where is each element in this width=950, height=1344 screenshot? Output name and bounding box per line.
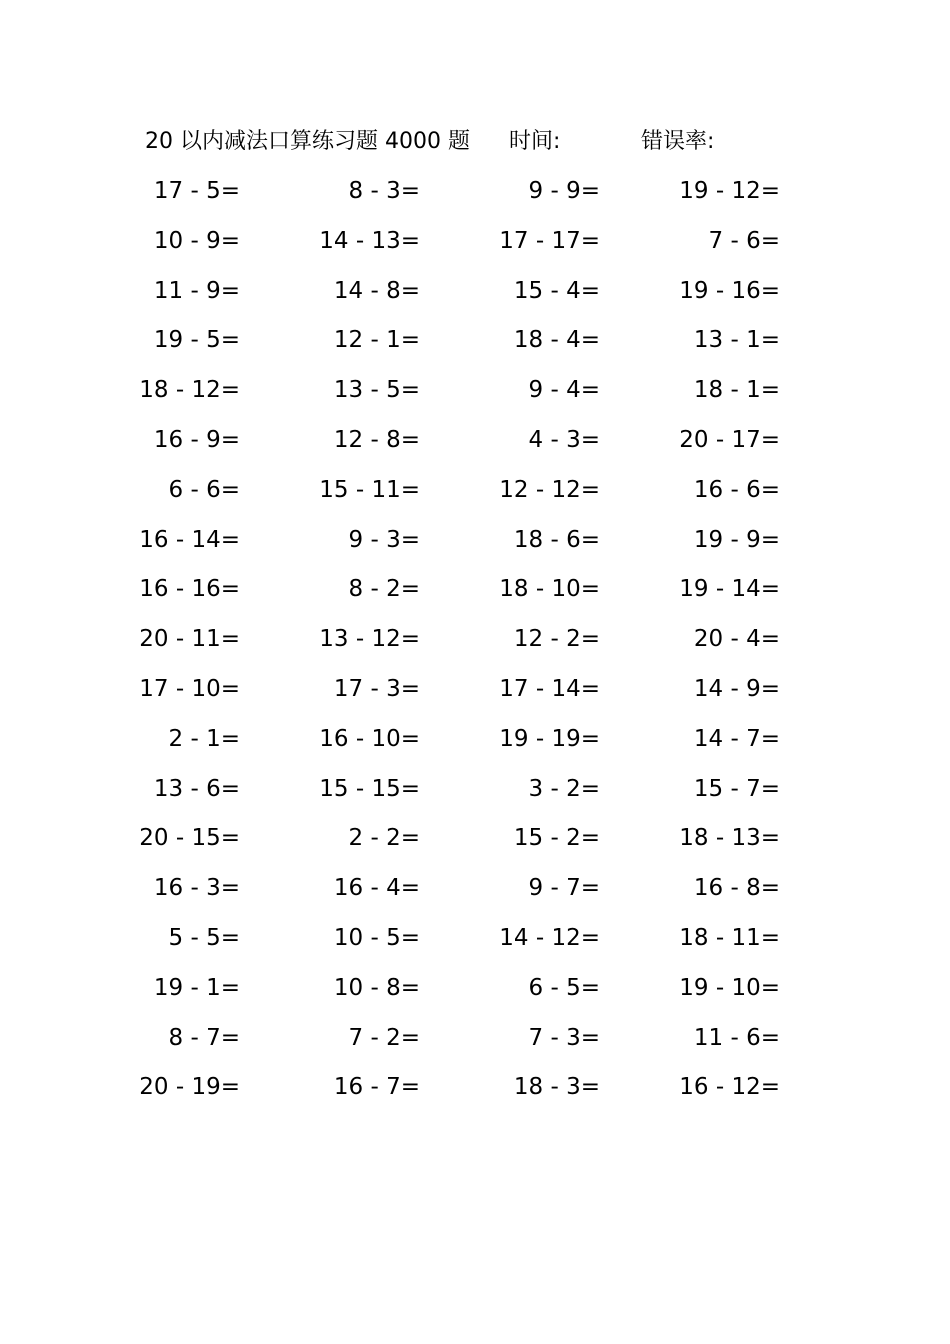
problem-item: 15 - 11= bbox=[319, 476, 420, 503]
problem-item: 12 - 1= bbox=[333, 327, 420, 354]
problem-item: 14 - 13= bbox=[319, 227, 420, 254]
problem-row bbox=[0, 472, 950, 508]
worksheet-header bbox=[145, 124, 865, 160]
problem-item: 18 - 13= bbox=[679, 825, 780, 852]
problem-item: 19 - 12= bbox=[679, 178, 780, 204]
problem-item: 17 - 5= bbox=[153, 178, 240, 204]
problem-item: 20 - 11= bbox=[139, 626, 240, 653]
problem-item: 10 - 5= bbox=[333, 925, 420, 951]
problem-item: 7 - 3= bbox=[528, 1024, 600, 1051]
problem-item: 6 - 6= bbox=[168, 476, 240, 503]
problem-item: 16 - 4= bbox=[333, 875, 420, 902]
problem-item: 19 - 10= bbox=[679, 974, 780, 1001]
problem-item: 10 - 9= bbox=[153, 227, 240, 254]
error-rate-label: 错误率: bbox=[641, 129, 715, 154]
problem-row bbox=[0, 721, 950, 757]
problem-row bbox=[0, 970, 950, 1006]
problem-item: 18 - 12= bbox=[139, 377, 240, 404]
problem-item: 19 - 1= bbox=[153, 974, 240, 1001]
problem-item: 8 - 3= bbox=[348, 178, 420, 204]
problem-item: 15 - 7= bbox=[693, 775, 780, 802]
problem-item: 6 - 5= bbox=[528, 974, 600, 1001]
problem-item: 20 - 19= bbox=[139, 1074, 240, 1101]
problem-item: 16 - 8= bbox=[693, 875, 780, 902]
problem-row bbox=[0, 173, 950, 209]
problem-item: 3 - 2= bbox=[528, 775, 600, 802]
problem-item: 11 - 9= bbox=[153, 277, 240, 304]
problem-row bbox=[0, 820, 950, 856]
problem-item: 16 - 3= bbox=[153, 875, 240, 902]
problem-row bbox=[0, 372, 950, 408]
problem-item: 16 - 16= bbox=[139, 576, 240, 603]
problem-item: 16 - 7= bbox=[333, 1074, 420, 1101]
problem-item: 9 - 3= bbox=[348, 526, 420, 553]
problem-item: 19 - 9= bbox=[693, 526, 780, 553]
problem-row bbox=[0, 920, 950, 956]
problem-item: 13 - 1= bbox=[693, 327, 780, 354]
problem-item: 19 - 19= bbox=[499, 725, 600, 752]
problem-row bbox=[0, 671, 950, 707]
problem-item: 17 - 10= bbox=[139, 676, 240, 702]
problem-item: 8 - 2= bbox=[348, 576, 420, 603]
problem-item: 15 - 4= bbox=[513, 277, 600, 304]
problem-item: 12 - 2= bbox=[513, 626, 600, 653]
problem-item: 16 - 12= bbox=[679, 1074, 780, 1101]
problem-item: 19 - 16= bbox=[679, 277, 780, 304]
problem-item: 17 - 14= bbox=[499, 676, 600, 702]
problem-item: 14 - 12= bbox=[499, 925, 600, 951]
problem-row bbox=[0, 322, 950, 358]
problem-row bbox=[0, 571, 950, 607]
problem-item: 18 - 6= bbox=[513, 526, 600, 553]
problem-row bbox=[0, 621, 950, 657]
problem-item: 7 - 2= bbox=[348, 1024, 420, 1051]
problem-item: 16 - 10= bbox=[319, 725, 420, 752]
problem-item: 12 - 8= bbox=[333, 427, 420, 453]
problem-item: 18 - 3= bbox=[513, 1074, 600, 1101]
problem-item: 15 - 15= bbox=[319, 775, 420, 802]
problem-item: 13 - 5= bbox=[333, 377, 420, 404]
problem-row bbox=[0, 771, 950, 807]
problem-item: 8 - 7= bbox=[168, 1024, 240, 1051]
time-label: 时间: bbox=[509, 129, 561, 154]
problem-item: 15 - 2= bbox=[513, 825, 600, 852]
problem-item: 13 - 6= bbox=[153, 775, 240, 802]
problem-item: 14 - 8= bbox=[333, 277, 420, 304]
problem-row bbox=[0, 522, 950, 558]
problem-item: 18 - 4= bbox=[513, 327, 600, 354]
problem-item: 14 - 9= bbox=[693, 676, 780, 702]
worksheet-title: 20 以内减法口算练习题 4000 题 bbox=[145, 129, 470, 154]
problem-item: 12 - 12= bbox=[499, 476, 600, 503]
problem-item: 17 - 3= bbox=[333, 676, 420, 702]
problem-row bbox=[0, 273, 950, 309]
problem-item: 9 - 7= bbox=[528, 875, 600, 902]
problem-row bbox=[0, 870, 950, 906]
problem-item: 19 - 5= bbox=[153, 327, 240, 354]
problem-item: 7 - 6= bbox=[708, 227, 780, 254]
problem-item: 20 - 15= bbox=[139, 825, 240, 852]
problem-item: 13 - 12= bbox=[319, 626, 420, 653]
problem-item: 9 - 4= bbox=[528, 377, 600, 404]
problem-item: 16 - 14= bbox=[139, 526, 240, 553]
problem-item: 14 - 7= bbox=[693, 725, 780, 752]
problem-item: 18 - 11= bbox=[679, 925, 780, 951]
problem-item: 18 - 10= bbox=[499, 576, 600, 603]
problem-row bbox=[0, 1069, 950, 1105]
problem-item: 11 - 6= bbox=[693, 1024, 780, 1051]
problem-row bbox=[0, 422, 950, 458]
problem-item: 2 - 1= bbox=[168, 725, 240, 752]
problem-item: 2 - 2= bbox=[348, 825, 420, 852]
problem-item: 4 - 3= bbox=[528, 427, 600, 453]
problem-item: 16 - 9= bbox=[153, 427, 240, 453]
problem-item: 18 - 1= bbox=[693, 377, 780, 404]
problem-item: 17 - 17= bbox=[499, 227, 600, 254]
problem-row bbox=[0, 1020, 950, 1056]
problem-grid bbox=[0, 173, 950, 1123]
problem-item: 20 - 17= bbox=[679, 427, 780, 453]
problem-item: 20 - 4= bbox=[693, 626, 780, 653]
problem-item: 5 - 5= bbox=[168, 925, 240, 951]
problem-item: 19 - 14= bbox=[679, 576, 780, 603]
problem-item: 16 - 6= bbox=[693, 476, 780, 503]
problem-item: 9 - 9= bbox=[528, 178, 600, 204]
problem-row bbox=[0, 223, 950, 259]
problem-item: 10 - 8= bbox=[333, 974, 420, 1001]
